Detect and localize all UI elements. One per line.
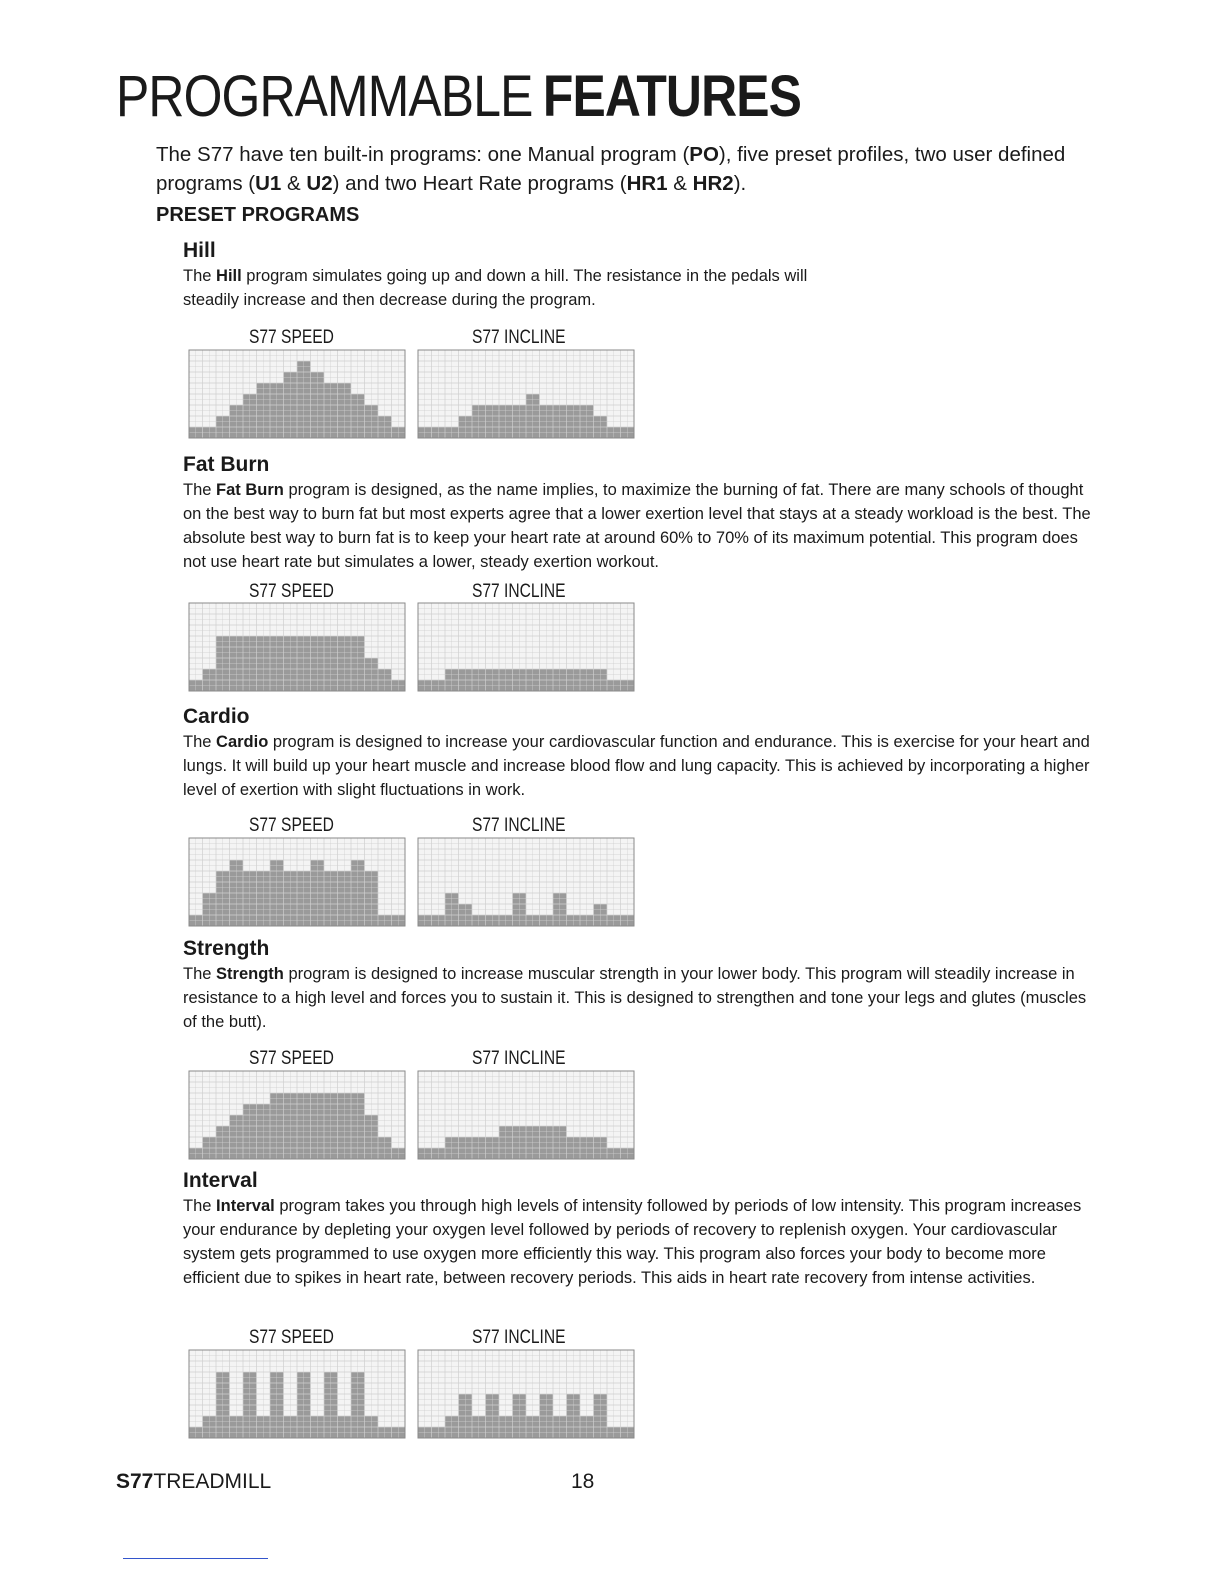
emphasis-text: Fat Burn <box>216 481 284 499</box>
section-title: PRESET PROGRAMS <box>156 204 360 226</box>
cardio-incline-chart <box>418 838 634 926</box>
emphasis-text: Hill <box>216 267 242 285</box>
strength-speed-chart <box>189 1071 405 1159</box>
speed-chart-label: S77 SPEED <box>249 581 334 602</box>
program-fat-burn <box>183 452 1103 574</box>
text-run: The <box>183 965 217 983</box>
incline-chart-label: S77 INCLINE <box>472 581 566 602</box>
text-run: The S77 have ten built-in programs: one Manual program ( <box>156 143 690 166</box>
text-run: The <box>183 267 217 285</box>
program-description <box>183 1194 1103 1290</box>
program-strength <box>183 936 1103 1034</box>
program-hill <box>183 238 1103 312</box>
footer-model <box>116 1470 271 1494</box>
footer-rule <box>123 1558 268 1559</box>
text-run: program is designed, as the name implies, to maximize the burning of fat. There are many schools of thought on the best way to burn fat but most experts agree that a lower exertion level that stays at a steady workload is the best. The absolute best way to burn fat is to keep your heart rate at around 60% to 70% of its maximum potential. This program does not use heart rate but simulates a lower, steady exertion workout. <box>183 481 1091 571</box>
emphasis-text: Cardio <box>216 733 269 751</box>
emphasis-text: U1 <box>255 172 282 195</box>
program-name: Strength <box>183 937 270 960</box>
incline-chart-label: S77 INCLINE <box>472 1327 566 1348</box>
emphasis-text: Strength <box>216 965 284 983</box>
fat-burn-incline-chart <box>418 603 634 691</box>
text-run: ) and two Heart Rate programs ( <box>332 172 627 195</box>
page-number: 18 <box>571 1470 595 1493</box>
emphasis-text: Interval <box>216 1197 275 1215</box>
emphasis-text: HR2 <box>692 172 734 195</box>
text-run: & <box>667 172 693 195</box>
emphasis-text: PO <box>689 143 719 166</box>
incline-chart-label: S77 INCLINE <box>472 815 566 836</box>
hill-speed-chart <box>189 350 405 438</box>
program-description <box>183 730 1103 802</box>
speed-chart-label: S77 SPEED <box>249 1048 334 1069</box>
interval-speed-chart <box>189 1350 405 1438</box>
title-light: PROGRAMMABLE <box>116 64 533 129</box>
fat-burn-speed-chart <box>189 603 405 691</box>
program-description <box>183 264 1103 312</box>
speed-chart-label: S77 SPEED <box>249 327 334 348</box>
program-name: Interval <box>183 1169 258 1192</box>
program-name: Hill <box>183 239 216 262</box>
program-interval <box>183 1168 1103 1290</box>
hill-incline-chart <box>418 350 634 438</box>
text-run: ). <box>733 172 747 195</box>
text-run: & <box>281 172 307 195</box>
footer-model-name: TREADMILL <box>153 1470 272 1493</box>
title-heavy: FEATURES <box>542 64 802 129</box>
intro-paragraph <box>156 140 1076 198</box>
text-run: ), five preset profiles, two user defined programs ( <box>156 143 1066 195</box>
program-cardio <box>183 704 1103 802</box>
emphasis-text: U2 <box>306 172 333 195</box>
program-name: Fat Burn <box>183 453 270 476</box>
cardio-speed-chart <box>189 838 405 926</box>
text-run: The <box>183 1197 217 1215</box>
incline-chart-label: S77 INCLINE <box>472 1048 566 1069</box>
program-description <box>183 962 1103 1034</box>
incline-chart-label: S77 INCLINE <box>472 327 566 348</box>
text-run: The <box>183 733 217 751</box>
interval-incline-chart <box>418 1350 634 1438</box>
text-run: program takes you through high levels of intensity followed by periods of low intensity. This program increases your endurance by depleting your oxygen level followed by periods of recovery to replenish oxygen. Your cardiovascular system gets programmed to use oxygen more efficiently this way. This program also forces your body to become more efficient due to spikes in heart rate, between recovery periods. This aids in heart rate recovery from intense activities. <box>183 1197 1082 1287</box>
text-run: program simulates going up and down a hill. The resistance in the pedals will <box>241 267 808 285</box>
text-run: The <box>183 481 217 499</box>
page-title <box>116 66 801 128</box>
footer-model-number: S77 <box>116 1470 154 1493</box>
emphasis-text: HR1 <box>626 172 668 195</box>
text-run: program is designed to increase muscular strength in your lower body. This program will steadily increase in resistance to a high level and forces you to sustain it. This is designed to strengthen and tone your legs and glutes (muscles of the butt). <box>183 965 1087 1031</box>
program-name: Cardio <box>183 705 250 728</box>
program-description <box>183 478 1103 574</box>
speed-chart-label: S77 SPEED <box>249 1327 334 1348</box>
speed-chart-label: S77 SPEED <box>249 815 334 836</box>
text-run: program is designed to increase your cardiovascular function and endurance. This is exercise for your heart and lungs. It will build up your heart muscle and increase blood flow and lung capacity. This is achieved by incorporating a higher level of exertion with slight fluctuations in work. <box>183 733 1090 799</box>
text-run: steadily increase and then decrease during the program. <box>183 291 596 309</box>
strength-incline-chart <box>418 1071 634 1159</box>
